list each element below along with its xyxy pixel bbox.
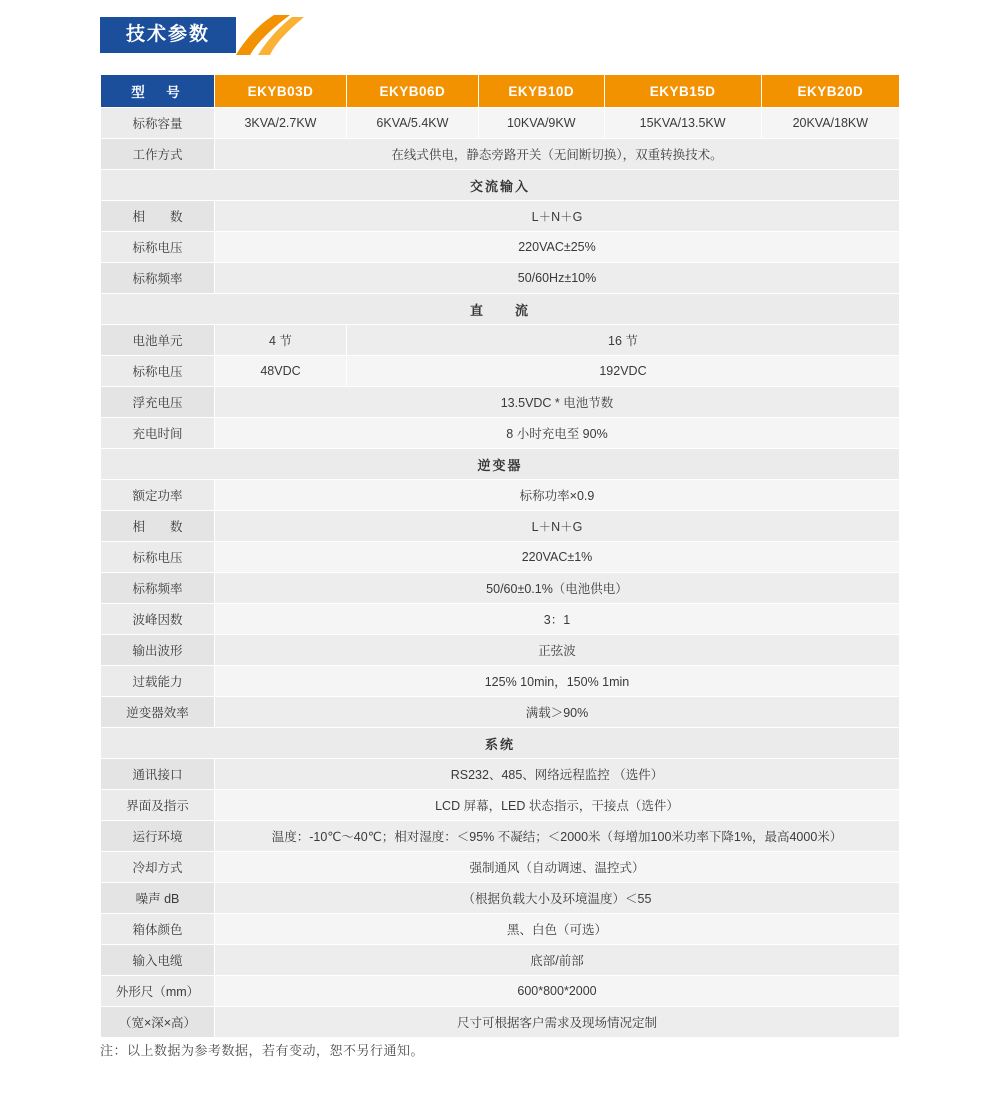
footnote: 注：以上数据为参考数据，若有变动，恕不另行通知。: [100, 1043, 425, 1058]
row-label: 浮充电压: [101, 387, 215, 418]
column-header-model: 型 号: [101, 75, 215, 108]
row-value: 强制通风（自动调速、温控式）: [215, 852, 900, 883]
row-value: 600*800*2000: [215, 976, 900, 1007]
column-header-4: EKYB15D: [604, 75, 761, 108]
table-row: [101, 139, 900, 170]
specifications-table: [100, 74, 900, 1038]
page-header-banner: [100, 14, 304, 56]
row-label: 通讯接口: [101, 759, 215, 790]
table-row: [101, 945, 900, 976]
row-cell-right: 16 节: [346, 325, 899, 356]
row-label: 冷却方式: [101, 852, 215, 883]
row-cell-left: 4 节: [215, 325, 347, 356]
row-value: 尺寸可根据客户需求及现场情况定制: [215, 1007, 900, 1038]
section-label: 系统: [101, 728, 900, 759]
row-label: 界面及指示: [101, 790, 215, 821]
table-body: [101, 75, 900, 1038]
table-row: [101, 635, 900, 666]
row-value: 220VAC±1%: [215, 542, 900, 573]
row-cell-right: 192VDC: [346, 356, 899, 387]
row-label: 箱体颜色: [101, 914, 215, 945]
table-section-row: [101, 294, 900, 325]
table-row: [101, 542, 900, 573]
row-label: 过载能力: [101, 666, 215, 697]
table-section-row: [101, 449, 900, 480]
row-value: 在线式供电，静态旁路开关（无间断切换），双重转换技术。: [215, 139, 900, 170]
row-value: 3：1: [215, 604, 900, 635]
table-row: [101, 790, 900, 821]
row-value: 50/60Hz±10%: [215, 263, 900, 294]
row-label: 标称电压: [101, 356, 215, 387]
row-label: （宽×深×高）: [101, 1007, 215, 1038]
table-row: [101, 232, 900, 263]
row-cell-left: 48VDC: [215, 356, 347, 387]
row-value: LCD 屏幕，LED 状态指示，干接点（选件）: [215, 790, 900, 821]
table-row: [101, 573, 900, 604]
row-label: 逆变器效率: [101, 697, 215, 728]
row-label: 噪声 dB: [101, 883, 215, 914]
row-label: 相 数: [101, 511, 215, 542]
row-label: 标称电压: [101, 542, 215, 573]
row-label: 输入电缆: [101, 945, 215, 976]
row-value: 温度：-10℃～40℃；相对湿度：＜95% 不凝结；＜2000米（每增加100米功率下降1%，最高4000米）: [215, 821, 900, 852]
row-label: 输出波形: [101, 635, 215, 666]
section-label: 交流输入: [101, 170, 900, 201]
row-value: L＋N＋G: [215, 511, 900, 542]
row-label: 标称电压: [101, 232, 215, 263]
section-label: 直 流: [101, 294, 900, 325]
row-value: （根据负载大小及环境温度）＜55: [215, 883, 900, 914]
page-title: 技术参数: [100, 17, 236, 53]
row-value: 50/60±0.1%（电池供电）: [215, 573, 900, 604]
row-value: 220VAC±25%: [215, 232, 900, 263]
row-value: 正弦波: [215, 635, 900, 666]
table-header-row: [101, 75, 900, 108]
column-header-3: EKYB10D: [478, 75, 604, 108]
table-section-row: [101, 170, 900, 201]
row-cell: 3KVA/2.7KW: [215, 108, 347, 139]
row-label: 充电时间: [101, 418, 215, 449]
row-label: 标称频率: [101, 573, 215, 604]
row-value: L＋N＋G: [215, 201, 900, 232]
table-row: [101, 604, 900, 635]
table-row: [101, 976, 900, 1007]
row-value: 125% 10min，150% 1min: [215, 666, 900, 697]
row-label: 运行环境: [101, 821, 215, 852]
table-row: [101, 883, 900, 914]
swoosh-decoration-icon: [234, 15, 304, 55]
table-row: [101, 759, 900, 790]
row-cell: 20KVA/18KW: [761, 108, 899, 139]
row-label: 相 数: [101, 201, 215, 232]
row-cell: 6KVA/5.4KW: [346, 108, 478, 139]
table-row: [101, 108, 900, 139]
row-label: 外形尺（mm）: [101, 976, 215, 1007]
table-row: [101, 418, 900, 449]
table-row: [101, 852, 900, 883]
row-value: 满载＞90%: [215, 697, 900, 728]
table-row: [101, 480, 900, 511]
row-value: 8 小时充电至 90%: [215, 418, 900, 449]
table-row: [101, 1007, 900, 1038]
row-value: 标称功率×0.9: [215, 480, 900, 511]
table-row: [101, 666, 900, 697]
row-label: 波峰因数: [101, 604, 215, 635]
row-cell: 15KVA/13.5KW: [604, 108, 761, 139]
row-label: 工作方式: [101, 139, 215, 170]
row-label: 电池单元: [101, 325, 215, 356]
table-row: [101, 263, 900, 294]
table-section-row: [101, 728, 900, 759]
column-header-5: EKYB20D: [761, 75, 899, 108]
table-row: [101, 821, 900, 852]
table-row: [101, 914, 900, 945]
table-row: [101, 356, 900, 387]
column-header-1: EKYB03D: [215, 75, 347, 108]
column-header-2: EKYB06D: [346, 75, 478, 108]
row-value: 底部/前部: [215, 945, 900, 976]
row-label: 标称容量: [101, 108, 215, 139]
table-row: [101, 325, 900, 356]
table-row: [101, 697, 900, 728]
row-label: 标称频率: [101, 263, 215, 294]
table-row: [101, 511, 900, 542]
row-value: RS232、485、网络远程监控 （选件）: [215, 759, 900, 790]
row-value: 13.5VDC * 电池节数: [215, 387, 900, 418]
row-cell: 10KVA/9KW: [478, 108, 604, 139]
row-label: 额定功率: [101, 480, 215, 511]
table-row: [101, 201, 900, 232]
section-label: 逆变器: [101, 449, 900, 480]
table-row: [101, 387, 900, 418]
row-value: 黑、白色（可选）: [215, 914, 900, 945]
